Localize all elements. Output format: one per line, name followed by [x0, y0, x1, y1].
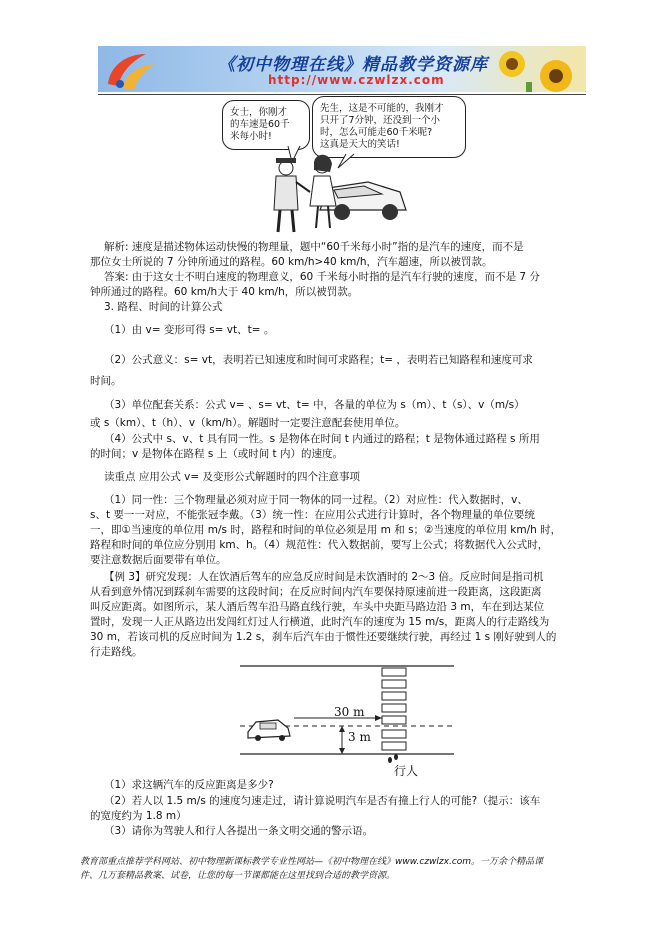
answer-line-2: 钟所通过的路程。60 km/h大于 40 km/h，所以被罚款。 — [90, 286, 359, 298]
formula-item-3: （3）单位配套关系：公式 v= 、s= vt、t= 中，各量的单位为 s（m）、t（s）、v（m/s） — [104, 399, 525, 411]
answer-line-1: 答案: 由于这女士不明白速度的物理意义，60 千米每小时指的是汽车行驶的速度，而不是 7 分 — [104, 271, 540, 283]
distance-3-label: 3 m — [348, 730, 371, 744]
key-point-line-1: （1）同一性：三个物理量必须对应于同一物体的同一过程。（2）对应性：代入数据时，v、 — [104, 494, 528, 506]
question-1: （1）求这辆汽车的反应距离是多少? — [104, 779, 274, 791]
car-icon — [248, 720, 290, 741]
site-url[interactable]: http://www.czwlzx.com — [268, 73, 445, 87]
formula-item-4: （4）公式中 s、v、t 具有同一性。s 是物体在时间 t 内通过的路程；t 是物体通过路程 s 所用 — [104, 433, 540, 445]
site-logo-icon — [100, 48, 160, 90]
header-banner — [98, 46, 586, 92]
formula-item-3-cont: 或 s（km）、t（h）、v（km/h）。解题时一定要注意配套使用单位。 — [90, 417, 406, 429]
footer — [80, 855, 543, 883]
lady-speech-bubble: 先生，这是不可能的，我刚才 只开了7分钟，还没到一个小 时，怎么可能走60千米呢? 这真是天大的笑话! — [312, 96, 466, 158]
example-line-6: 行走路线。 — [90, 646, 143, 658]
key-point-line-3: 一，即①当速度的单位用 m/s 时，路程和时间的单位必须是用 m 和 s；②当速度的单位用 km/h 时， — [90, 524, 562, 536]
key-point-line-2: s、t 要一一对应，不能张冠李戴。（3）统一性：在应用公式进行计算时，各个物理量的单位要统 — [90, 509, 535, 521]
formula-item-4-cont: 的时间；v 是物体在路程 s 上（或时间 t 内）的速度。 — [90, 448, 343, 460]
formula-item-2: （2）公式意义：s= vt，表明若已知速度和时间可求路程；t= ，表明若已知路程和速度可求 — [104, 354, 533, 366]
cartoon-illustration — [250, 140, 410, 236]
example-line-1: 【例 3】研究发现：人在饮酒后驾车的应急反应时间是未饮酒时的 2～3 倍。反应时间是指司机 — [104, 571, 544, 583]
footer-line-2: 件、几万套精品教案、试卷，让您的每一节课都能在这里找到合适的教学资源。 — [80, 871, 396, 881]
question-3: （3）请你为驾驶人和行人各提出一条文明交通的警示语。 — [104, 825, 374, 837]
example-line-2: 从看到意外情况到踩刹车需要的这段时间；在反应时间内汽车要保持原速前进一段距离，这段距离 — [90, 586, 542, 598]
key-point-line-4: 路程和时间的单位应分别用 km、h。（4）规范性：代入数据前，要写上公式；将数据代入公式时， — [90, 539, 549, 551]
key-point-line-5: 要注意数据后面要带有单位。 — [90, 554, 227, 566]
question-2-cont: 的宽度约为 1.8 m） — [90, 810, 187, 822]
crosswalk-stripes — [382, 668, 406, 750]
section-heading: 3. 路程、时间的计算公式 — [104, 301, 223, 313]
key-point-heading: 读重点 应用公式 v= 及变形公式解题时的四个注意事项 — [104, 471, 361, 483]
distance-30-label: 30 m — [334, 705, 365, 719]
site-title: 《初中物理在线》精品教学资源库 — [218, 55, 488, 75]
pedestrian-label: 行人 — [394, 764, 419, 778]
example-line-5: 30 m，若该司机的反应时间为 1.2 s，刹车后汽车由于惯性还要继续行驶，再经过 1 s 刚好驶到人的 — [90, 631, 557, 643]
police-speech-bubble: 女士，你刚才 的车速是60千 米每小时! — [222, 100, 310, 150]
question-2: （2）若人以 1.5 m/s 的速度匀速走过，请计算说明汽车是否有撞上行人的可能?（提示：该车 — [104, 795, 541, 807]
formula-item-1: （1）由 v= 变形可得 s= vt、t= 。 — [104, 324, 275, 336]
example-line-4: 置时，发现一人正从路边出发闯红灯过人行横道，此时汽车的速度为 15 m/s，距离人的行走路线为 — [90, 616, 550, 628]
formula-item-2-cont: 时间。 — [90, 375, 122, 387]
analysis-line-1: 解析: 速度是描述物体运动快慢的物理量，题中“60千米每小时”指的是汽车的速度，而不是 — [104, 241, 524, 253]
header-divider — [98, 94, 586, 95]
analysis-line-2: 那位女士所说的 7 分钟所通过的路程。60 km/h>40 km/h，汽车超速，所以被罚款。 — [90, 256, 493, 268]
example-line-3: 叫反应距离。如图所示，某人酒后驾车沿马路直线行驶，车头中央距马路边沿 3 m，车在到达某位 — [90, 601, 545, 613]
sunflower-decoration-icon — [476, 46, 586, 92]
footer-line-1: 教育部重点推荐学科网站、初中物理新课标教学专业性网站—《初中物理在线》www.czwlzx.com。一万余个精品课 — [80, 857, 544, 867]
